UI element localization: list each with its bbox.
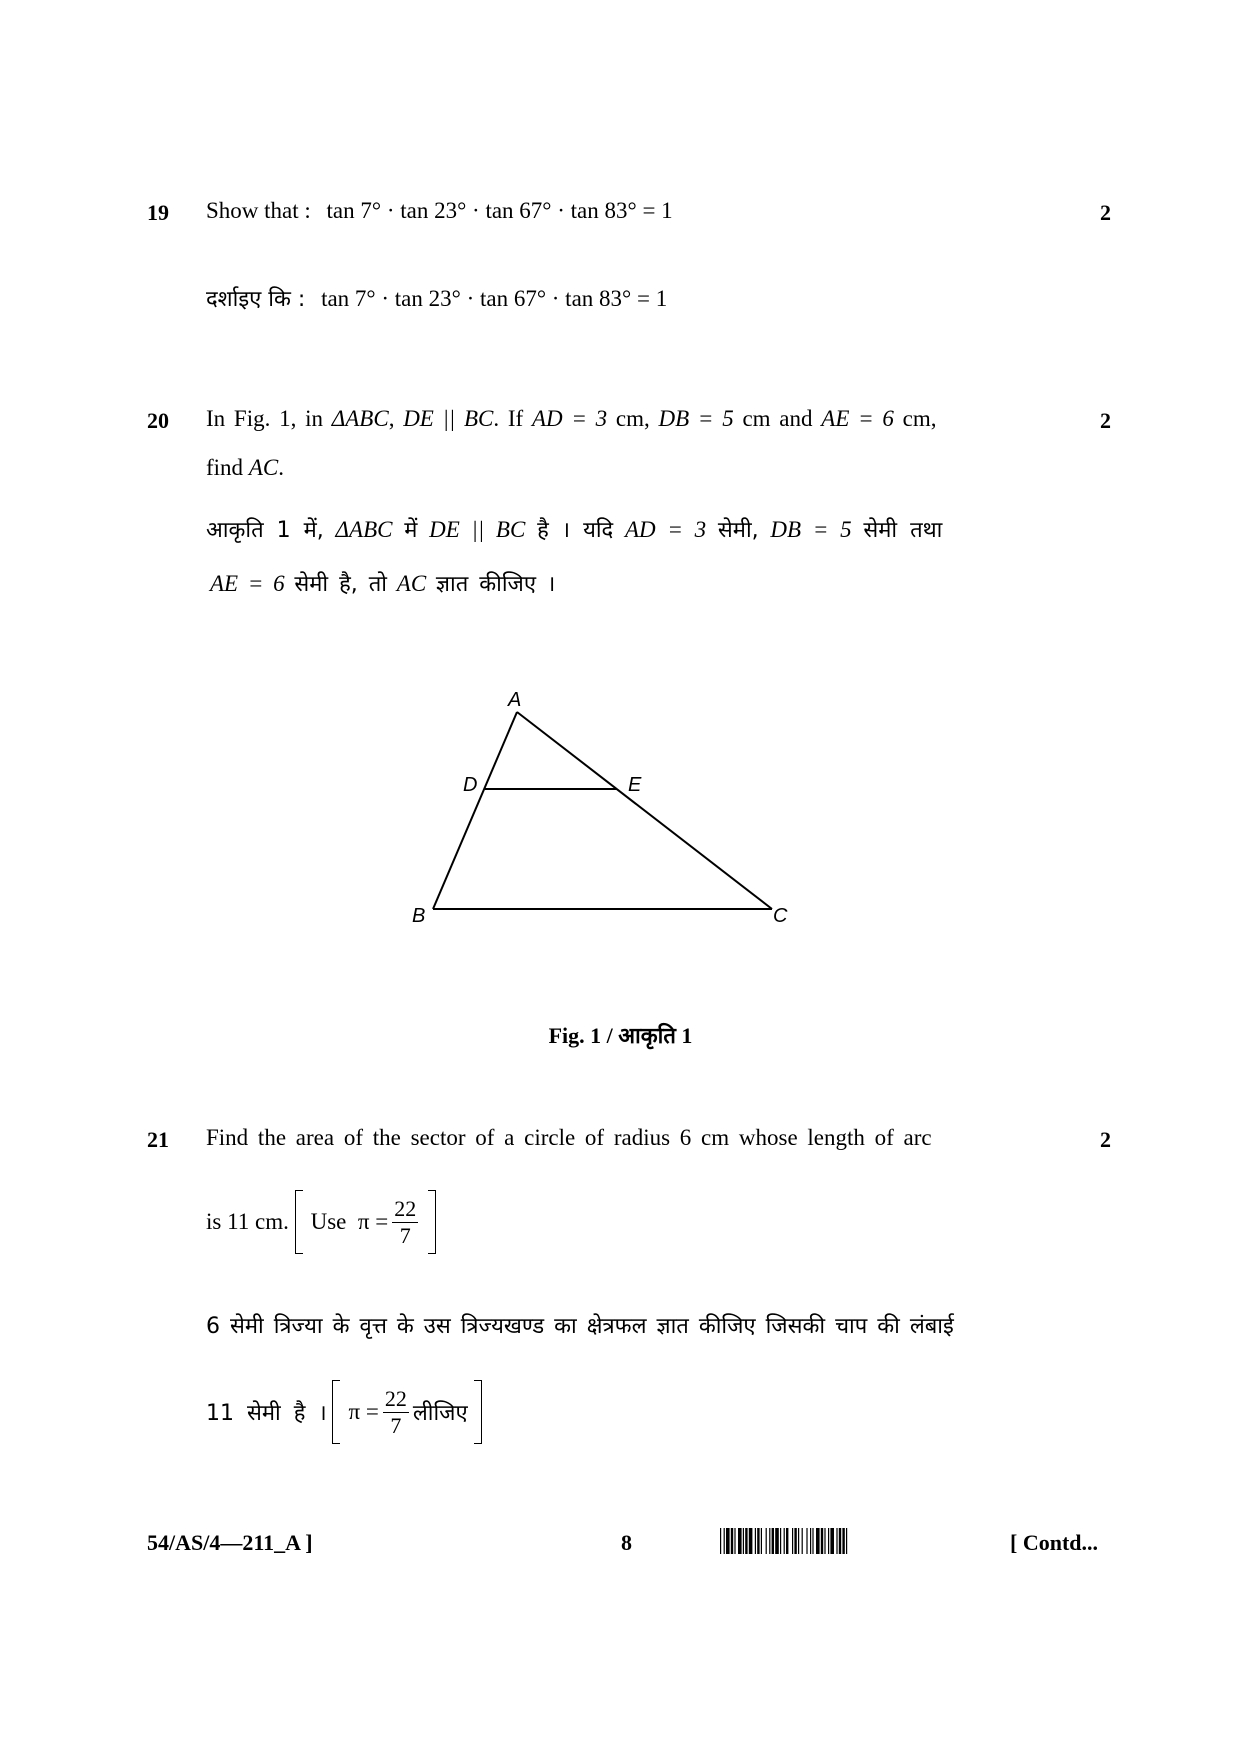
barcode	[720, 1528, 970, 1554]
continued-marker: [ Contd...	[1010, 1530, 1099, 1555]
label-a: A	[508, 689, 522, 711]
math-ae: AE = 6	[821, 406, 894, 431]
question-number: 21	[147, 1127, 169, 1152]
q19-hindi-prefix: दर्शाइए कि :	[206, 287, 306, 312]
math-ac: AC	[396, 571, 427, 596]
barcode-bar	[775, 1528, 779, 1554]
q21-hindi-line-2	[206, 1380, 482, 1444]
hindi-text: में	[404, 518, 418, 543]
text: cm,	[902, 406, 937, 431]
math-db: DB = 5	[658, 406, 734, 431]
barcode-bar	[745, 1528, 747, 1554]
hindi-text: सेमी तथा	[863, 518, 943, 543]
barcode-bar	[846, 1528, 847, 1554]
barcode-bar	[806, 1528, 807, 1554]
label-c: C	[773, 905, 788, 927]
barcode-bar	[772, 1528, 774, 1554]
text: cm,	[615, 406, 650, 431]
denominator: 7	[390, 1412, 402, 1438]
barcode-bar	[734, 1528, 735, 1554]
barcode-bar	[769, 1528, 770, 1554]
hindi-text: लीजिए	[412, 1401, 468, 1426]
barcode-bar	[784, 1528, 785, 1554]
hindi-text: आकृति 1 में,	[206, 518, 324, 543]
side-ac	[517, 712, 772, 909]
barcode-bar	[749, 1528, 753, 1554]
q21-english-line-1: Find the area of the sector of a circle of radius 6 cm whose length of arc	[206, 1125, 932, 1150]
hindi-text: 11 सेमी है ।	[206, 1401, 327, 1426]
math-ac: AC	[248, 455, 279, 480]
text: cm and	[742, 406, 813, 431]
barcode-bar	[836, 1528, 837, 1554]
math-triangle: ΔABC	[331, 406, 389, 431]
pi-equals: π =	[357, 1209, 389, 1234]
barcode-bar	[724, 1528, 725, 1554]
text: . If	[493, 406, 524, 431]
text: Use	[310, 1209, 347, 1234]
barcode-bar	[743, 1528, 744, 1554]
q19-prefix: Show that :	[206, 198, 311, 223]
barcode-bar	[731, 1528, 733, 1554]
barcode-bar	[812, 1528, 813, 1554]
barcode-bar	[766, 1528, 767, 1554]
barcode-bar	[842, 1528, 844, 1554]
paper-code: 54/AS/4—211_A ]	[147, 1530, 313, 1555]
text: In Fig. 1, in	[206, 406, 323, 431]
numerator: 22	[394, 1195, 417, 1221]
math-db: DB = 5	[770, 517, 852, 542]
page-number: 8	[621, 1530, 632, 1555]
text: .	[278, 455, 284, 480]
math-triangle: ΔABC	[335, 517, 393, 542]
math-ae: AE = 6	[210, 571, 285, 596]
hindi-text: सेमी,	[717, 518, 759, 543]
label-d: D	[463, 774, 478, 796]
pi-hint-bracket	[295, 1190, 437, 1254]
marks: 2	[1100, 200, 1111, 225]
marks: 2	[1100, 1127, 1111, 1152]
barcode-bar	[839, 1528, 841, 1554]
denominator: 7	[399, 1222, 411, 1248]
q19-expression: tan 7° · tan 23° · tan 67° · tan 83° = 1	[326, 198, 673, 223]
pi-equals: π =	[348, 1399, 379, 1424]
q21-english-line-2	[206, 1190, 436, 1254]
text: find	[206, 455, 244, 480]
barcode-bar	[802, 1528, 803, 1554]
barcode-bar	[780, 1528, 781, 1554]
barcode-bar	[794, 1528, 796, 1554]
barcode-bar	[738, 1528, 742, 1554]
marks: 2	[1100, 408, 1111, 433]
pi-hint-bracket	[332, 1380, 481, 1444]
math-parallel: DE || BC	[403, 406, 494, 431]
barcode-bar	[786, 1528, 788, 1554]
fraction	[392, 1196, 418, 1249]
hindi-text: सेमी है, तो	[294, 572, 388, 597]
math-ad: AD = 3	[531, 406, 608, 431]
barcode-bar	[798, 1528, 799, 1554]
question-number: 20	[147, 408, 169, 433]
barcode-bar	[828, 1528, 829, 1554]
figure-caption: Fig. 1 / आकृति 1	[548, 1023, 693, 1048]
q21-hindi-line-1	[206, 1310, 954, 1340]
hindi-text: ज्ञात कीजिए ।	[435, 572, 556, 597]
label-e: E	[628, 774, 642, 796]
barcode-bar	[720, 1528, 721, 1554]
math-ad: AD = 3	[624, 517, 707, 542]
barcode-bar	[816, 1528, 820, 1554]
barcode-bar	[824, 1528, 825, 1554]
barcode-bar	[761, 1528, 762, 1554]
hindi-text: 6 सेमी त्रिज्या के वृत्त के उस त्रिज्यखण्ड का क्षेत्रफल ज्ञात कीजिए जिसकी चाप की लंबाई	[206, 1314, 954, 1339]
barcode-bar	[830, 1528, 834, 1554]
question-number: 19	[147, 200, 169, 225]
q19-hindi-expression: tan 7° · tan 23° · tan 67° · tan 83° = 1	[321, 286, 668, 311]
hindi-text: है । यदि	[537, 518, 614, 543]
text: ,	[388, 406, 395, 431]
label-b: B	[412, 905, 426, 927]
barcode-bar	[792, 1528, 793, 1554]
barcode-bar	[755, 1528, 756, 1554]
text: is 11 cm.	[206, 1209, 289, 1234]
barcode-bar	[726, 1528, 730, 1554]
barcode-bar	[810, 1528, 811, 1554]
fraction	[383, 1386, 409, 1439]
barcode-bar	[821, 1528, 823, 1554]
side-ab	[433, 712, 517, 909]
numerator: 22	[384, 1385, 407, 1411]
barcode-bar	[757, 1528, 759, 1554]
math-parallel: DE || BC	[429, 517, 526, 542]
